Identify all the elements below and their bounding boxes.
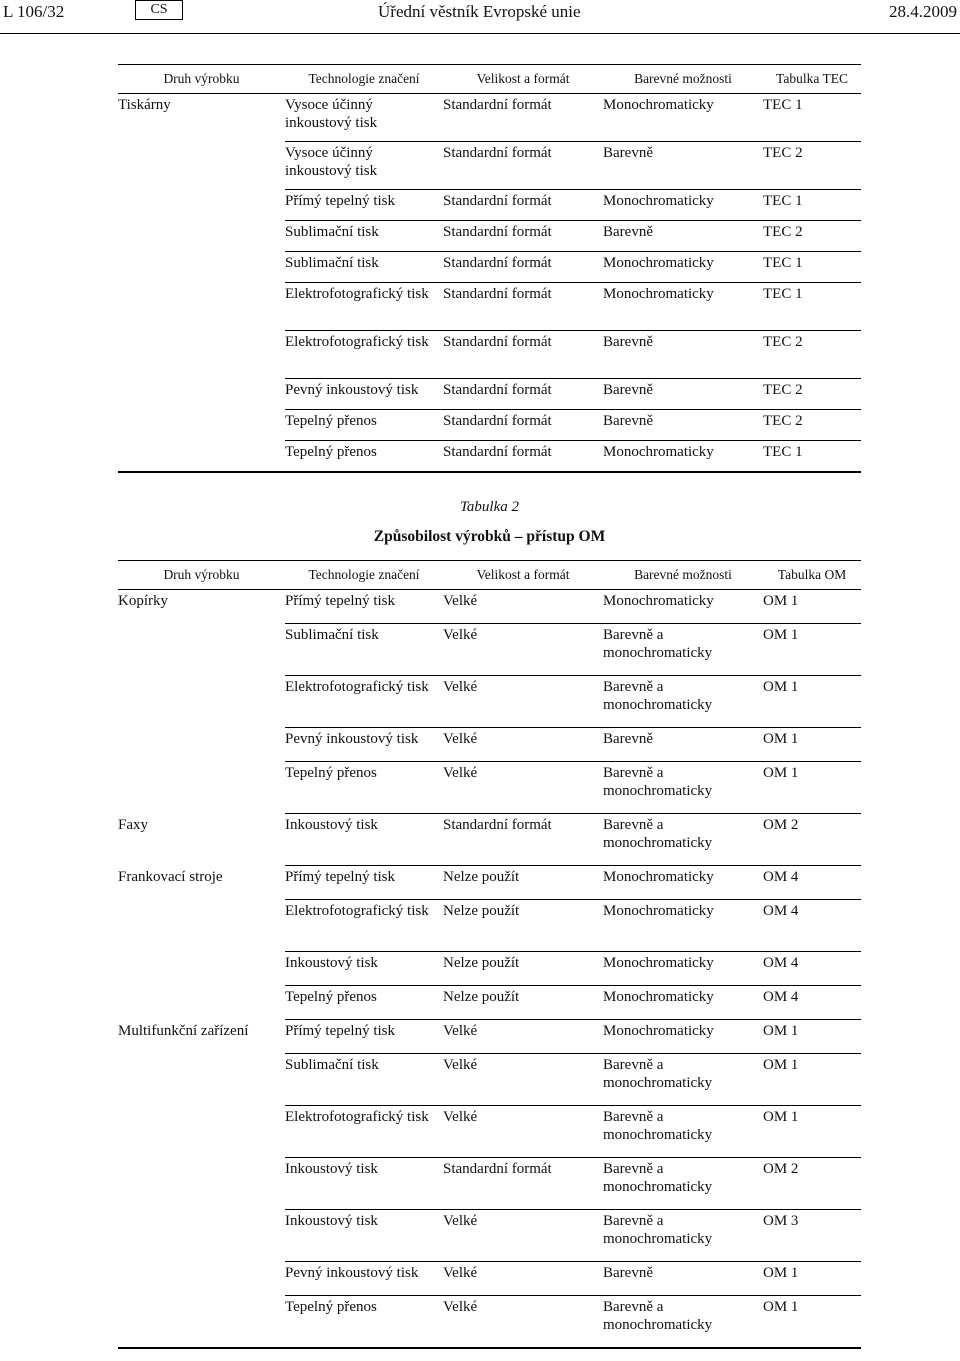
product-type-cell xyxy=(118,1054,285,1106)
publication-date: 28.4.2009 xyxy=(889,2,957,21)
ref-table-cell: OM 2 xyxy=(763,814,861,866)
language-badge: CS xyxy=(135,0,183,20)
table-row xyxy=(118,1296,861,1348)
table-row xyxy=(118,676,861,728)
ref-table-cell: OM 1 xyxy=(763,1296,861,1348)
table-row xyxy=(118,94,861,142)
table-row xyxy=(118,331,861,379)
product-type-cell xyxy=(118,952,285,986)
journal-title: Úřední věstník Evropské unie xyxy=(378,2,581,21)
ref-table-cell: TEC 2 xyxy=(763,142,861,190)
color-option-cell: Monochromaticky xyxy=(603,94,763,142)
color-option-cell: Barevně a monochromaticky xyxy=(603,1296,763,1348)
ref-table-cell: TEC 1 xyxy=(763,94,861,142)
technology-cell: Pevný inkoustový tisk xyxy=(285,728,443,762)
size-format-cell: Velké xyxy=(443,1262,603,1296)
size-format-cell: Standardní formát xyxy=(443,410,603,441)
ref-table-cell: TEC 2 xyxy=(763,331,861,379)
ref-table-cell: TEC 2 xyxy=(763,410,861,441)
color-option-cell: Monochromaticky xyxy=(603,590,763,624)
technology-cell: Tepelný přenos xyxy=(285,986,443,1020)
size-format-cell: Standardní formát xyxy=(443,379,603,410)
table-row xyxy=(118,283,861,331)
product-type-cell xyxy=(118,441,285,472)
ref-table-cell: OM 4 xyxy=(763,900,861,952)
product-type-cell: Multifunkční zařízení xyxy=(118,1022,249,1039)
size-format-cell: Standardní formát xyxy=(443,221,603,252)
ref-table-cell: OM 1 xyxy=(763,676,861,728)
color-option-cell: Monochromaticky xyxy=(603,900,763,952)
table-row xyxy=(118,441,861,472)
technology-cell: Elektrofotografický tisk xyxy=(285,1106,443,1158)
size-format-cell: Nelze použít xyxy=(443,986,603,1020)
product-type-cell xyxy=(118,1262,285,1296)
technology-cell: Pevný inkoustový tisk xyxy=(285,379,443,410)
table-row xyxy=(118,1210,861,1262)
table-row xyxy=(118,814,861,866)
table-row xyxy=(118,986,861,1020)
product-type-cell: Kopírky xyxy=(118,593,168,609)
color-option-cell: Barevně xyxy=(603,331,763,379)
size-format-cell: Velké xyxy=(443,624,603,676)
product-type-cell xyxy=(118,252,285,283)
product-type-cell xyxy=(118,1296,285,1348)
table-row xyxy=(118,624,861,676)
ref-table-cell: OM 1 xyxy=(763,590,861,624)
size-format-cell: Standardní formát xyxy=(443,1158,603,1210)
size-format-cell: Velké xyxy=(443,1106,603,1158)
column-header: Tabulka OM xyxy=(763,561,861,590)
technology-cell: Pevný inkoustový tisk xyxy=(285,1262,443,1296)
technology-cell: Elektrofotografický tisk xyxy=(285,331,443,379)
product-type-cell: Faxy xyxy=(118,816,148,833)
size-format-cell: Velké xyxy=(443,1054,603,1106)
table-row xyxy=(118,1158,861,1210)
color-option-cell: Barevně xyxy=(603,1262,763,1296)
color-option-cell: Barevně a monochromaticky xyxy=(603,1158,763,1210)
color-option-cell: Barevně xyxy=(603,221,763,252)
table-row xyxy=(118,252,861,283)
technology-cell: Tepelný přenos xyxy=(285,762,443,814)
color-option-cell: Monochromaticky xyxy=(603,283,763,331)
size-format-cell: Standardní formát xyxy=(443,814,603,866)
om-table xyxy=(118,560,861,1349)
technology-cell: Sublimační tisk xyxy=(285,624,443,676)
product-type-cell xyxy=(118,331,285,379)
technology-cell: Inkoustový tisk xyxy=(285,814,443,866)
size-format-cell: Standardní formát xyxy=(443,252,603,283)
technology-cell: Elektrofotografický tisk xyxy=(285,283,443,331)
column-header: Barevné možnosti xyxy=(603,65,763,94)
product-type-cell xyxy=(118,410,285,441)
size-format-cell: Velké xyxy=(443,1210,603,1262)
ref-table-cell: OM 4 xyxy=(763,952,861,986)
table-row xyxy=(118,379,861,410)
table-number: Tabulka 2 xyxy=(459,499,520,515)
technology-cell: Přímý tepelný tisk xyxy=(285,866,443,900)
column-header: Velikost a formát xyxy=(443,561,603,590)
technology-cell: Sublimační tisk xyxy=(285,221,443,252)
table-row xyxy=(118,952,861,986)
column-header: Velikost a formát xyxy=(443,65,603,94)
table-row xyxy=(118,590,861,624)
product-type-cell xyxy=(118,1106,285,1158)
page-header xyxy=(0,0,960,34)
ref-table-cell: OM 1 xyxy=(763,1262,861,1296)
technology-cell: Elektrofotografický tisk xyxy=(285,900,443,952)
color-option-cell: Monochromaticky xyxy=(603,441,763,472)
size-format-cell: Velké xyxy=(443,1020,603,1054)
product-type-cell xyxy=(118,190,285,221)
color-option-cell: Barevně a monochromaticky xyxy=(603,762,763,814)
ref-table-cell: TEC 1 xyxy=(763,252,861,283)
tec-header-row xyxy=(118,65,861,94)
column-header: Druh výrobku xyxy=(118,561,285,590)
color-option-cell: Monochromaticky xyxy=(603,866,763,900)
product-type-cell xyxy=(118,142,285,190)
size-format-cell: Standardní formát xyxy=(443,142,603,190)
technology-cell: Inkoustový tisk xyxy=(285,1158,443,1210)
color-option-cell: Monochromaticky xyxy=(603,986,763,1020)
color-option-cell: Barevně a monochromaticky xyxy=(603,624,763,676)
size-format-cell: Velké xyxy=(443,762,603,814)
color-option-cell: Barevně a monochromaticky xyxy=(603,814,763,866)
color-option-cell: Barevně a monochromaticky xyxy=(603,1054,763,1106)
technology-cell: Sublimační tisk xyxy=(285,1054,443,1106)
technology-cell: Elektrofotografický tisk xyxy=(285,676,443,728)
product-type-cell xyxy=(118,379,285,410)
product-type-cell xyxy=(118,676,285,728)
table-row xyxy=(118,1262,861,1296)
table-title: Způsobilost výrobků – přístup OM xyxy=(373,528,606,545)
size-format-cell: Nelze použít xyxy=(443,900,603,952)
table-row xyxy=(118,142,861,190)
om-header-row xyxy=(118,561,861,590)
size-format-cell: Nelze použít xyxy=(443,866,603,900)
ref-table-cell: OM 2 xyxy=(763,1158,861,1210)
ref-table-cell: TEC 1 xyxy=(763,190,861,221)
technology-cell: Tepelný přenos xyxy=(285,1296,443,1348)
table-row xyxy=(118,1106,861,1158)
table-row xyxy=(118,900,861,952)
ref-table-cell: OM 4 xyxy=(763,986,861,1020)
color-option-cell: Monochromaticky xyxy=(603,252,763,283)
table-row xyxy=(118,1020,861,1054)
size-format-cell: Standardní formát xyxy=(443,190,603,221)
size-format-cell: Nelze použít xyxy=(443,952,603,986)
ref-table-cell: OM 1 xyxy=(763,1054,861,1106)
ref-table-cell: OM 1 xyxy=(763,728,861,762)
product-type-cell xyxy=(118,728,285,762)
technology-cell: Přímý tepelný tisk xyxy=(285,590,443,624)
ref-table-cell: OM 3 xyxy=(763,1210,861,1262)
ref-table-cell: TEC 2 xyxy=(763,379,861,410)
table-row xyxy=(118,410,861,441)
technology-cell: Vysoce účinný inkoustový tisk xyxy=(285,142,443,190)
ref-table-cell: TEC 1 xyxy=(763,283,861,331)
color-option-cell: Barevně xyxy=(603,728,763,762)
product-type-cell xyxy=(118,283,285,331)
size-format-cell: Velké xyxy=(443,676,603,728)
product-type-cell xyxy=(118,762,285,814)
ref-table-cell: OM 4 xyxy=(763,866,861,900)
product-type-cell xyxy=(118,221,285,252)
table-row xyxy=(118,762,861,814)
column-header: Tabulka TEC xyxy=(763,65,861,94)
size-format-cell: Standardní formát xyxy=(443,331,603,379)
color-option-cell: Monochromaticky xyxy=(603,190,763,221)
technology-cell: Tepelný přenos xyxy=(285,441,443,472)
tec-table xyxy=(118,64,861,473)
color-option-cell: Barevně a monochromaticky xyxy=(603,1210,763,1262)
table-row xyxy=(118,728,861,762)
product-type-cell xyxy=(118,1158,285,1210)
size-format-cell: Velké xyxy=(443,590,603,624)
technology-cell: Sublimační tisk xyxy=(285,252,443,283)
ref-table-cell: OM 1 xyxy=(763,762,861,814)
technology-cell: Vysoce účinný inkoustový tisk xyxy=(285,94,443,142)
technology-cell: Tepelný přenos xyxy=(285,410,443,441)
color-option-cell: Barevně xyxy=(603,379,763,410)
color-option-cell: Monochromaticky xyxy=(603,1020,763,1054)
color-option-cell: Barevně xyxy=(603,410,763,441)
color-option-cell: Monochromaticky xyxy=(603,952,763,986)
color-option-cell: Barevně a monochromaticky xyxy=(603,1106,763,1158)
product-type-cell xyxy=(118,900,285,952)
product-type-cell xyxy=(118,986,285,1020)
column-header: Druh výrobku xyxy=(118,65,285,94)
technology-cell: Přímý tepelný tisk xyxy=(285,1020,443,1054)
technology-cell: Přímý tepelný tisk xyxy=(285,190,443,221)
color-option-cell: Barevně a monochromaticky xyxy=(603,676,763,728)
table-row xyxy=(118,866,861,900)
column-header: Technologie značení xyxy=(285,65,443,94)
product-type-cell xyxy=(118,1210,285,1262)
ref-table-cell: OM 1 xyxy=(763,624,861,676)
om-table-body xyxy=(118,590,861,1348)
color-option-cell: Barevně xyxy=(603,142,763,190)
column-header: Technologie značení xyxy=(285,561,443,590)
ref-table-cell: TEC 1 xyxy=(763,441,861,472)
ref-table-cell: TEC 2 xyxy=(763,221,861,252)
tec-table-body xyxy=(118,94,861,472)
table-row xyxy=(118,190,861,221)
product-type-cell: Tiskárny xyxy=(118,97,171,113)
size-format-cell: Standardní formát xyxy=(443,94,603,142)
size-format-cell: Standardní formát xyxy=(443,283,603,331)
column-header: Barevné možnosti xyxy=(603,561,763,590)
technology-cell: Inkoustový tisk xyxy=(285,952,443,986)
product-type-cell: Frankovací stroje xyxy=(118,868,223,885)
size-format-cell: Velké xyxy=(443,1296,603,1348)
size-format-cell: Velké xyxy=(443,728,603,762)
size-format-cell: Standardní formát xyxy=(443,441,603,472)
ref-table-cell: OM 1 xyxy=(763,1106,861,1158)
table-row xyxy=(118,221,861,252)
page-reference: L 106/32 xyxy=(3,2,65,21)
product-type-cell xyxy=(118,624,285,676)
technology-cell: Inkoustový tisk xyxy=(285,1210,443,1262)
ref-table-cell: OM 1 xyxy=(763,1020,861,1054)
table-row xyxy=(118,1054,861,1106)
